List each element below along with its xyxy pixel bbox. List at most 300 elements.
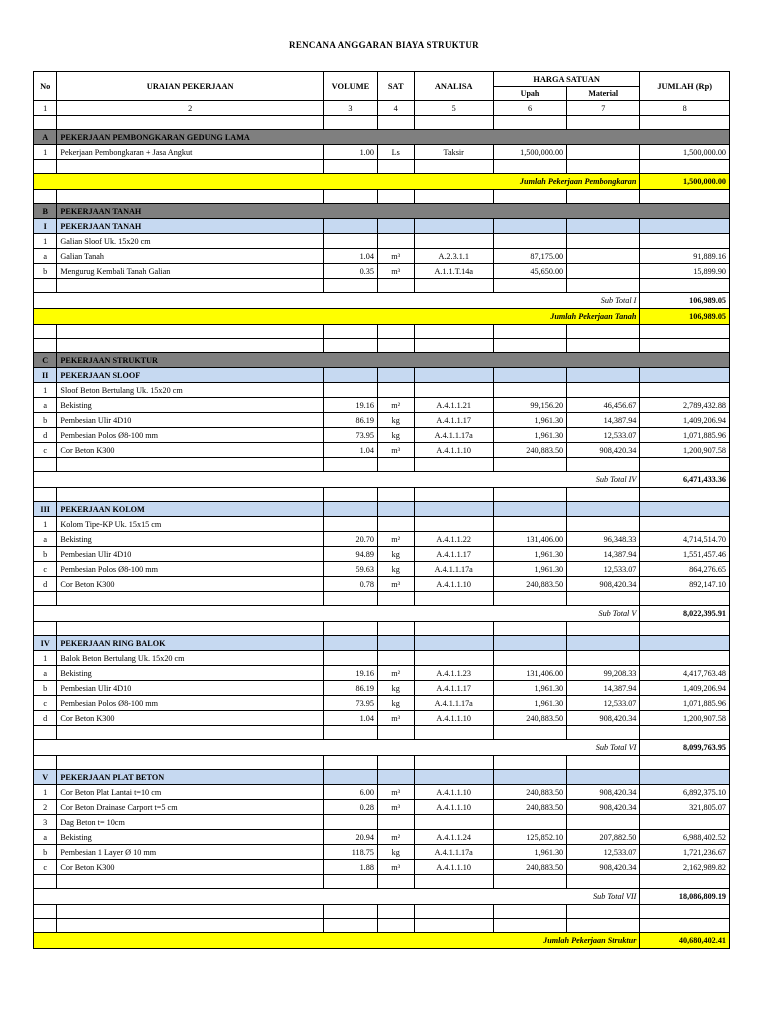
item-unit: m³	[377, 249, 414, 264]
empty-cell	[567, 279, 640, 293]
header-volume: VOLUME	[323, 72, 377, 101]
item-labor-price: 1,961.30	[493, 681, 566, 696]
item-analysis-code: A.4.1.1.17	[414, 547, 493, 562]
item-labor-price: 1,961.30	[493, 562, 566, 577]
subsection-label: PEKERJAAN RING BALOK	[57, 636, 324, 651]
subtotal-row	[34, 740, 730, 756]
empty-cell	[377, 636, 414, 651]
item-labor-price: 240,883.50	[493, 785, 566, 800]
item-analysis-code: A.1.1.T.14a	[414, 264, 493, 279]
item-amount: 1,200,907.58	[640, 443, 730, 458]
item-unit: kg	[377, 696, 414, 711]
item-number: a	[34, 249, 57, 264]
item-volume: 59.63	[323, 562, 377, 577]
empty-cell	[323, 726, 377, 740]
item-number: c	[34, 562, 57, 577]
empty-cell	[493, 488, 566, 502]
item-material-price	[567, 145, 640, 160]
item-number: 1	[34, 383, 57, 398]
subtotal-value: 106,989.05	[640, 293, 730, 309]
subsection-label: PEKERJAAN SLOOF	[57, 368, 324, 383]
item-material-price: 14,387.94	[567, 547, 640, 562]
item-description: Pembesian Polos Ø8-100 mm	[57, 428, 324, 443]
section-label: PEKERJAAN STRUKTUR	[57, 353, 730, 368]
item-number: a	[34, 398, 57, 413]
item-unit: kg	[377, 845, 414, 860]
empty-cell	[640, 770, 730, 785]
empty-cell	[567, 756, 640, 770]
item-row	[34, 428, 730, 443]
empty-cell	[640, 279, 730, 293]
blank-row	[34, 622, 730, 636]
item-analysis-code: A.4.1.1.10	[414, 443, 493, 458]
empty-cell	[640, 368, 730, 383]
item-volume: 1.04	[323, 249, 377, 264]
item-volume: 20.94	[323, 830, 377, 845]
item-volume: 1.04	[323, 711, 377, 726]
item-unit: kg	[377, 547, 414, 562]
item-analysis-code: A.4.1.1.17a	[414, 696, 493, 711]
item-amount: 6,892,375.10	[640, 785, 730, 800]
item-volume: 73.95	[323, 696, 377, 711]
item-material-price	[567, 249, 640, 264]
item-number: 1	[34, 517, 57, 532]
empty-cell	[640, 160, 730, 174]
header-jumlah: JUMLAH (Rp)	[640, 72, 730, 101]
item-analysis-code	[414, 234, 493, 249]
item-description: Galian Sloof Uk. 15x20 cm	[57, 234, 324, 249]
header-material: Material	[567, 87, 640, 101]
empty-cell	[567, 905, 640, 919]
item-number: b	[34, 413, 57, 428]
empty-cell	[377, 190, 414, 204]
empty-cell	[323, 458, 377, 472]
item-volume: 86.19	[323, 681, 377, 696]
item-row	[34, 264, 730, 279]
empty-cell	[414, 905, 493, 919]
section-number: B	[34, 204, 57, 219]
item-unit	[377, 815, 414, 830]
item-analysis-code: A.4.1.1.10	[414, 800, 493, 815]
empty-cell	[377, 219, 414, 234]
item-row	[34, 443, 730, 458]
item-analysis-code	[414, 651, 493, 666]
total-value: 106,989.05	[640, 309, 730, 325]
item-analysis-code: A.4.1.1.17a	[414, 562, 493, 577]
item-amount: 1,721,236.67	[640, 845, 730, 860]
item-number: b	[34, 264, 57, 279]
item-amount	[640, 234, 730, 249]
item-number: 1	[34, 785, 57, 800]
empty-cell	[414, 756, 493, 770]
empty-cell	[57, 339, 324, 353]
item-description: Cor Beton K300	[57, 860, 324, 875]
item-unit: m³	[377, 800, 414, 815]
item-amount	[640, 517, 730, 532]
header-harga-satuan: HARGA SATUAN	[493, 72, 640, 87]
item-labor-price: 99,156.20	[493, 398, 566, 413]
item-description: Dag Beton t= 10cm	[57, 815, 324, 830]
subtotal-row	[34, 889, 730, 905]
empty-cell	[640, 458, 730, 472]
empty-cell	[567, 919, 640, 933]
empty-cell	[323, 919, 377, 933]
empty-cell	[414, 458, 493, 472]
item-unit: m³	[377, 443, 414, 458]
item-description: Bekisting	[57, 398, 324, 413]
subsection-row	[34, 368, 730, 383]
item-volume: 0.28	[323, 800, 377, 815]
item-labor-price: 1,961.30	[493, 696, 566, 711]
item-description: Bekisting	[57, 666, 324, 681]
item-unit: Ls	[377, 145, 414, 160]
item-labor-price	[493, 383, 566, 398]
section-number: A	[34, 130, 57, 145]
subtotal-row	[34, 472, 730, 488]
subsection-row	[34, 770, 730, 785]
item-description: Pembesian Ulir 4D10	[57, 681, 324, 696]
empty-cell	[57, 905, 324, 919]
subtotal-row	[34, 293, 730, 309]
empty-cell	[34, 339, 57, 353]
item-volume	[323, 517, 377, 532]
empty-cell	[567, 116, 640, 130]
empty-cell	[377, 279, 414, 293]
empty-cell	[414, 622, 493, 636]
col-num: 4	[377, 101, 414, 116]
item-number: d	[34, 711, 57, 726]
empty-cell	[640, 905, 730, 919]
item-unit: m³	[377, 264, 414, 279]
item-volume: 1.04	[323, 443, 377, 458]
empty-cell	[57, 279, 324, 293]
item-unit	[377, 234, 414, 249]
item-labor-price	[493, 234, 566, 249]
item-analysis-code: A.4.1.1.24	[414, 830, 493, 845]
item-material-price	[567, 383, 640, 398]
empty-cell	[377, 116, 414, 130]
item-material-price	[567, 234, 640, 249]
empty-cell	[567, 325, 640, 339]
empty-cell	[377, 756, 414, 770]
empty-cell	[414, 190, 493, 204]
item-volume: 19.16	[323, 666, 377, 681]
empty-cell	[34, 756, 57, 770]
subtotal-value: 8,022,395.91	[640, 606, 730, 622]
item-row	[34, 860, 730, 875]
item-amount: 15,899.90	[640, 264, 730, 279]
item-unit: m³	[377, 785, 414, 800]
empty-cell	[57, 160, 324, 174]
item-analysis-code	[414, 815, 493, 830]
item-volume: 19.16	[323, 398, 377, 413]
item-amount: 864,276.65	[640, 562, 730, 577]
empty-cell	[640, 756, 730, 770]
item-number: b	[34, 845, 57, 860]
item-volume: 94.89	[323, 547, 377, 562]
item-row	[34, 413, 730, 428]
empty-cell	[377, 160, 414, 174]
item-row	[34, 234, 730, 249]
item-number: a	[34, 666, 57, 681]
item-amount	[640, 651, 730, 666]
empty-cell	[34, 592, 57, 606]
empty-cell	[640, 219, 730, 234]
item-labor-price: 1,961.30	[493, 413, 566, 428]
empty-cell	[414, 919, 493, 933]
blank-row	[34, 279, 730, 293]
item-labor-price: 125,852.10	[493, 830, 566, 845]
empty-cell	[493, 279, 566, 293]
empty-cell	[57, 325, 324, 339]
empty-cell	[323, 592, 377, 606]
empty-cell	[414, 770, 493, 785]
item-labor-price: 87,175.00	[493, 249, 566, 264]
empty-cell	[57, 190, 324, 204]
item-material-price: 46,456.67	[567, 398, 640, 413]
empty-cell	[493, 458, 566, 472]
item-labor-price: 1,500,000.00	[493, 145, 566, 160]
col-num: 5	[414, 101, 493, 116]
empty-cell	[640, 726, 730, 740]
col-num: 2	[57, 101, 324, 116]
total-value: 1,500,000.00	[640, 174, 730, 190]
item-description: Pembesian Polos Ø8-100 mm	[57, 696, 324, 711]
empty-cell	[323, 622, 377, 636]
subsection-row	[34, 219, 730, 234]
empty-cell	[57, 116, 324, 130]
item-number: 2	[34, 800, 57, 815]
item-description: Sloof Beton Bertulang Uk. 15x20 cm	[57, 383, 324, 398]
item-unit: m²	[377, 666, 414, 681]
empty-cell	[414, 875, 493, 889]
subtotal-label: Sub Total V	[34, 606, 640, 622]
empty-cell	[57, 622, 324, 636]
subsection-number: II	[34, 368, 57, 383]
item-volume	[323, 234, 377, 249]
empty-cell	[34, 190, 57, 204]
empty-cell	[567, 502, 640, 517]
empty-cell	[567, 160, 640, 174]
blank-row	[34, 905, 730, 919]
item-material-price: 14,387.94	[567, 413, 640, 428]
item-row	[34, 517, 730, 532]
item-row	[34, 383, 730, 398]
item-description: Kolom Tipe-KP Uk. 15x15 cm	[57, 517, 324, 532]
subtotal-value: 8,099,763.95	[640, 740, 730, 756]
item-number: c	[34, 860, 57, 875]
item-row	[34, 651, 730, 666]
empty-cell	[57, 726, 324, 740]
item-amount: 2,789,432.88	[640, 398, 730, 413]
item-labor-price	[493, 815, 566, 830]
empty-cell	[323, 636, 377, 651]
subsection-label: PEKERJAAN KOLOM	[57, 502, 324, 517]
item-material-price: 908,420.34	[567, 577, 640, 592]
item-description: Bekisting	[57, 532, 324, 547]
empty-cell	[493, 919, 566, 933]
empty-cell	[323, 279, 377, 293]
subtotal-label: Sub Total IV	[34, 472, 640, 488]
item-row	[34, 845, 730, 860]
blank-row	[34, 726, 730, 740]
empty-cell	[640, 339, 730, 353]
empty-cell	[377, 770, 414, 785]
col-num: 8	[640, 101, 730, 116]
item-description: Pembesian Ulir 4D10	[57, 547, 324, 562]
item-unit: m³	[377, 860, 414, 875]
blank-row	[34, 190, 730, 204]
empty-cell	[323, 875, 377, 889]
empty-cell	[377, 905, 414, 919]
empty-cell	[323, 502, 377, 517]
item-number: 1	[34, 145, 57, 160]
empty-cell	[493, 770, 566, 785]
item-analysis-code: Taksir	[414, 145, 493, 160]
item-number: b	[34, 547, 57, 562]
item-amount: 1,409,206.94	[640, 681, 730, 696]
item-unit: m³	[377, 577, 414, 592]
empty-cell	[34, 919, 57, 933]
item-volume: 6.00	[323, 785, 377, 800]
item-volume	[323, 815, 377, 830]
item-analysis-code	[414, 383, 493, 398]
empty-cell	[414, 726, 493, 740]
item-material-price: 207,882.50	[567, 830, 640, 845]
subsection-label: PEKERJAAN TANAH	[57, 219, 324, 234]
empty-cell	[377, 339, 414, 353]
item-number: d	[34, 428, 57, 443]
item-analysis-code: A.4.1.1.10	[414, 577, 493, 592]
item-amount: 1,409,206.94	[640, 413, 730, 428]
header-sat: SAT	[377, 72, 414, 101]
item-row	[34, 696, 730, 711]
item-material-price: 908,420.34	[567, 443, 640, 458]
item-analysis-code: A.4.1.1.17a	[414, 845, 493, 860]
item-volume: 20.70	[323, 532, 377, 547]
item-analysis-code: A.4.1.1.17	[414, 413, 493, 428]
item-row	[34, 577, 730, 592]
empty-cell	[640, 116, 730, 130]
item-labor-price: 240,883.50	[493, 711, 566, 726]
item-row	[34, 249, 730, 264]
empty-cell	[377, 622, 414, 636]
blank-row	[34, 875, 730, 889]
item-labor-price	[493, 651, 566, 666]
empty-cell	[414, 368, 493, 383]
blank-row	[34, 458, 730, 472]
item-row	[34, 532, 730, 547]
subsection-number: V	[34, 770, 57, 785]
item-material-price: 12,533.07	[567, 696, 640, 711]
header-no: No	[34, 72, 57, 101]
subtotal-label: Sub Total I	[34, 293, 640, 309]
item-unit: m²	[377, 830, 414, 845]
item-labor-price	[493, 517, 566, 532]
total-row	[34, 174, 730, 190]
item-row	[34, 800, 730, 815]
item-row	[34, 681, 730, 696]
empty-cell	[493, 190, 566, 204]
item-unit: m³	[377, 711, 414, 726]
item-description: Cor Beton Drainase Carport t=5 cm	[57, 800, 324, 815]
empty-cell	[414, 325, 493, 339]
item-volume: 73.95	[323, 428, 377, 443]
empty-cell	[414, 160, 493, 174]
subsection-number: IV	[34, 636, 57, 651]
item-amount: 321,805.07	[640, 800, 730, 815]
empty-cell	[414, 636, 493, 651]
item-row	[34, 785, 730, 800]
item-unit	[377, 651, 414, 666]
empty-cell	[323, 190, 377, 204]
subtotal-label: Sub Total VI	[34, 740, 640, 756]
item-labor-price: 240,883.50	[493, 577, 566, 592]
item-labor-price: 1,961.30	[493, 845, 566, 860]
header-upah: Upah	[493, 87, 566, 101]
empty-cell	[493, 502, 566, 517]
item-number: c	[34, 696, 57, 711]
blank-row	[34, 325, 730, 339]
item-amount	[640, 815, 730, 830]
empty-cell	[377, 368, 414, 383]
subsection-row	[34, 636, 730, 651]
item-description: Pekerjaan Pembongkaran + Jasa Angkut	[57, 145, 324, 160]
item-amount	[640, 383, 730, 398]
empty-cell	[34, 116, 57, 130]
empty-cell	[493, 116, 566, 130]
subtotal-value: 6,471,433.36	[640, 472, 730, 488]
item-row	[34, 666, 730, 681]
item-amount: 1,500,000.00	[640, 145, 730, 160]
empty-cell	[567, 458, 640, 472]
empty-cell	[640, 488, 730, 502]
item-volume: 118.75	[323, 845, 377, 860]
empty-cell	[640, 636, 730, 651]
total-row	[34, 309, 730, 325]
item-material-price: 908,420.34	[567, 800, 640, 815]
item-labor-price: 1,961.30	[493, 547, 566, 562]
empty-cell	[377, 726, 414, 740]
item-unit: kg	[377, 681, 414, 696]
item-amount: 4,714,514.70	[640, 532, 730, 547]
empty-cell	[640, 592, 730, 606]
subsection-number: I	[34, 219, 57, 234]
item-analysis-code: A.4.1.1.22	[414, 532, 493, 547]
empty-cell	[567, 488, 640, 502]
item-material-price	[567, 815, 640, 830]
blank-row	[34, 592, 730, 606]
empty-cell	[567, 636, 640, 651]
empty-cell	[34, 279, 57, 293]
item-description: Balok Beton Bertulang Uk. 15x20 cm	[57, 651, 324, 666]
item-amount: 1,071,885.96	[640, 696, 730, 711]
empty-cell	[493, 219, 566, 234]
item-material-price: 12,533.07	[567, 845, 640, 860]
item-volume: 86.19	[323, 413, 377, 428]
item-unit: m²	[377, 398, 414, 413]
empty-cell	[57, 756, 324, 770]
subsection-number: III	[34, 502, 57, 517]
budget-table	[33, 71, 730, 949]
section-label: PEKERJAAN TANAH	[57, 204, 730, 219]
empty-cell	[323, 325, 377, 339]
item-material-price: 99,208.33	[567, 666, 640, 681]
empty-cell	[377, 458, 414, 472]
total-row	[34, 933, 730, 949]
empty-cell	[57, 488, 324, 502]
empty-cell	[377, 502, 414, 517]
